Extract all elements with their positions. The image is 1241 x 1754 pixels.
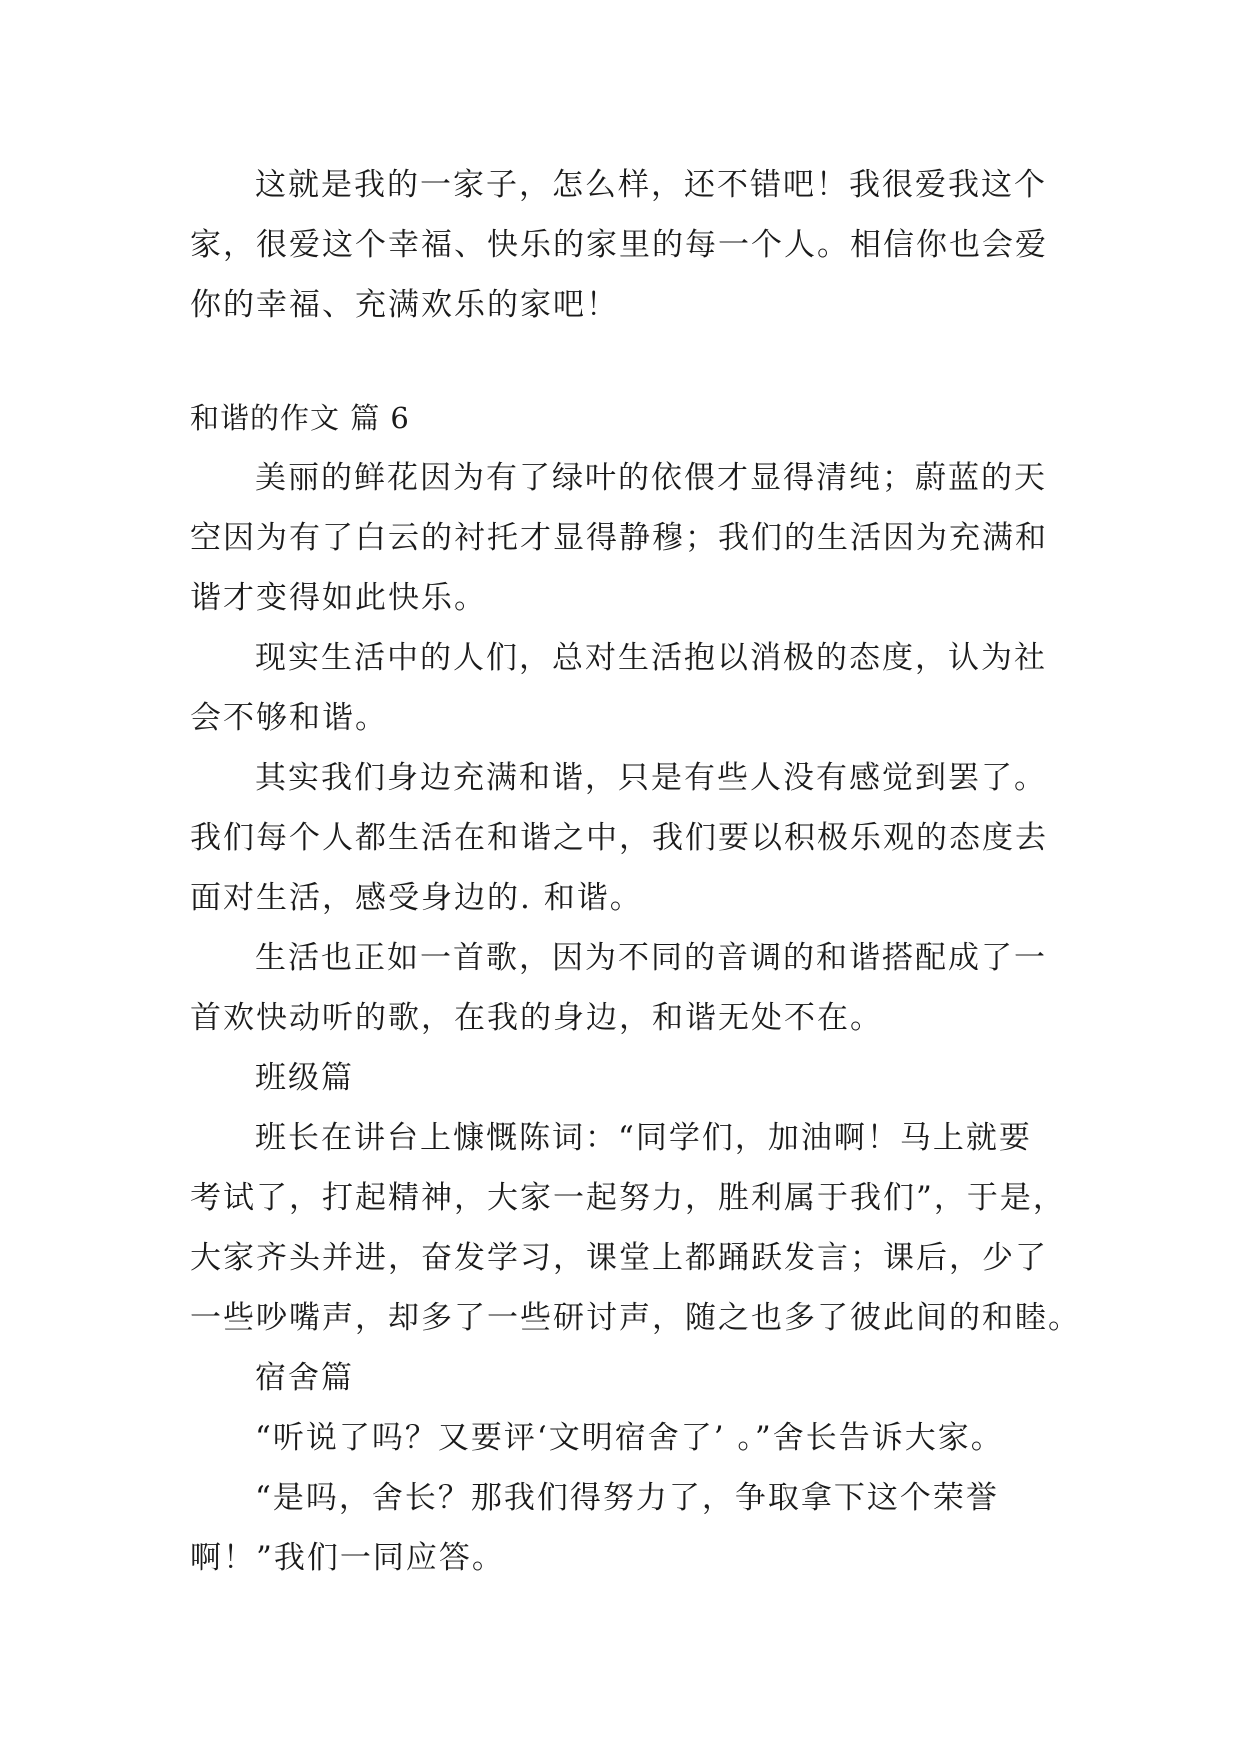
paragraph-4-line-2: 我们每个人都生活在和谐之中，我们要以积极乐观的态度去 bbox=[190, 820, 1048, 856]
paragraph-3-line-1: 现实生活中的人们，总对生活抱以消极的态度，认为社 bbox=[255, 640, 1047, 676]
paragraph-9-line-1: “听说了吗？又要评‘文明宿舍了’ 。”舍长告诉大家。 bbox=[255, 1420, 1004, 1456]
section-class: 班级篇 bbox=[255, 1060, 354, 1096]
section-dorm: 宿舍篇 bbox=[255, 1360, 354, 1396]
paragraph-5-line-1: 生活也正如一首歌，因为不同的音调的和谐搭配成了一 bbox=[255, 940, 1047, 976]
paragraph-10-line-2: 啊！”我们一同应答。 bbox=[190, 1540, 505, 1576]
paragraph-2-line-3: 谐才变得如此快乐。 bbox=[190, 580, 487, 616]
paragraph-7-line-1: 班长在讲台上慷慨陈词：“同学们，加油啊！马上就要 bbox=[255, 1120, 1032, 1156]
paragraph-7-line-3: 大家齐头并进，奋发学习，课堂上都踊跃发言；课后，少了 bbox=[190, 1240, 1048, 1276]
paragraph-2-line-2: 空因为有了白云的衬托才显得静穆；我们的生活因为充满和 bbox=[190, 520, 1048, 556]
paragraph-2-line-1: 美丽的鲜花因为有了绿叶的依偎才显得清纯；蔚蓝的天 bbox=[255, 460, 1047, 496]
paragraph-1-line-2: 家，很爱这个幸福、快乐的家里的每一个人。相信你也会爱 bbox=[190, 227, 1048, 263]
paragraph-5-line-2: 首欢快动听的歌，在我的身边，和谐无处不在。 bbox=[190, 1000, 883, 1036]
paragraph-10-line-1: “是吗，舍长？那我们得努力了，争取拿下这个荣誉 bbox=[255, 1480, 999, 1516]
paragraph-7-line-4: 一些吵嘴声，却多了一些研讨声，随之也多了彼此间的和睦。 bbox=[190, 1300, 1081, 1336]
paragraph-1-line-3: 你的幸福、充满欢乐的家吧！ bbox=[190, 287, 619, 323]
paragraph-4-line-1: 其实我们身边充满和谐，只是有些人没有感觉到罢了。 bbox=[255, 760, 1047, 796]
paragraph-1-line-1: 这就是我的一家子，怎么样，还不错吧！我很爱我这个 bbox=[255, 167, 1047, 203]
paragraph-7-line-2: 考试了，打起精神，大家一起努力，胜利属于我们”，于是， bbox=[190, 1180, 1066, 1216]
essay-heading: 和谐的作文 篇 6 bbox=[190, 401, 410, 435]
paragraph-3-line-2: 会不够和谐。 bbox=[190, 700, 388, 736]
paragraph-4-line-3: 面对生活，感受身边的. 和谐。 bbox=[190, 880, 643, 916]
